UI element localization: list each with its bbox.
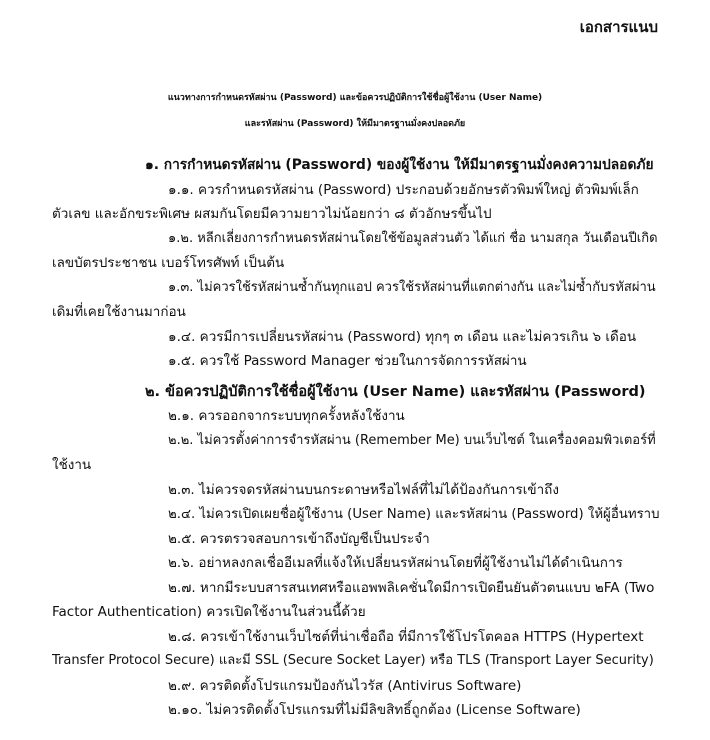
- item-1-5: ๑.๕. ควรใช้ Password Manager ช่วยในการจัดการรหัสผ่าน: [168, 353, 527, 369]
- item-2-4: ๒.๔. ไม่ควรเปิดเผยชื่อผู้ใช้งาน (User Name) และรหัสผ่าน (Password) ให้ผู้อื่นทราบ: [168, 507, 660, 522]
- item-1-1: ๑.๑. ควรกำหนดรหัสผ่าน (Password) ประกอบด้วยอักษรตัวพิมพ์ใหญ่ ตัวพิมพ์เล็ก: [168, 182, 639, 198]
- item-2-7: ๒.๗. หากมีระบบสารสนเทศหรือแอพพลิเคชั่นใดมีการเปิดยืนยันตัวตนแบบ ๒FA (Two: [168, 580, 655, 596]
- item-1-2-continuation: เลขบัตรประชาชน เบอร์โทรศัพท์ เป็นต้น: [52, 255, 285, 271]
- item-2-8-continuation: Transfer Protocol Secure) และมี SSL (Secure Socket Layer) หรือ TLS (Transport Layer Security): [52, 653, 654, 668]
- section-2-heading: ๒. ข้อควรปฏิบัติการใช้ชื่อผู้ใช้งาน (User Name) และรหัสผ่าน (Password): [145, 384, 646, 400]
- document-title-line-1: แนวทางการกำหนดรหัสผ่าน (Password) และข้อควรปฏิบัติการใช้ชื่อผู้ใช้งาน (User Name): [167, 93, 543, 103]
- attachment-label: เอกสารแนบ: [579, 18, 658, 36]
- item-2-10: ๒.๑๐. ไม่ควรติดตั้งโปรแกรมที่ไม่มีลิขสิทธิ์ถูกต้อง (License Software): [168, 702, 581, 718]
- item-2-2: ๒.๒. ไม่ควรตั้งค่าการจำรหัสผ่าน (Remember Me) บนเว็บไซต์ ในเครื่องคอมพิวเตอร์ที่: [168, 433, 656, 448]
- item-1-4: ๑.๔. ควรมีการเปลี่ยนรหัสผ่าน (Password) ทุกๆ ๓ เดือน และไม่ควรเกิน ๖ เดือน: [168, 329, 637, 345]
- item-2-5: ๒.๕. ควรตรวจสอบการเข้าถึงบัญชีเป็นประจำ: [168, 531, 430, 547]
- item-2-6: ๒.๖. อย่าหลงกลเชื่ออีเมลที่แจ้งให้เปลี่ยนรหัสผ่านโดยที่ผู้ใช้งานไม่ได้ดำเนินการ: [168, 555, 623, 571]
- item-2-8: ๒.๘. ควรเข้าใช้งานเว็บไซต์ที่น่าเชื่อถือ ที่มีการใช้โปรโตคอล HTTPS (Hypertext: [168, 629, 644, 645]
- item-2-9: ๒.๙. ควรติดตั้งโปรแกรมป้องกันไวรัส (Antivirus Software): [168, 678, 522, 694]
- item-2-3: ๒.๓. ไม่ควรจดรหัสผ่านบนกระดาษหรือไฟล์ที่ไม่ได้ป้องกันการเข้าถึง: [168, 482, 559, 498]
- document-title-line-2: และรหัสผ่าน (Password) ให้มีมาตรฐานมั่งคงปลอดภัย: [244, 119, 466, 129]
- item-2-7-continuation: Factor Authentication) ควรเปิดใช้งานในส่วนนี้ด้วย: [52, 604, 366, 620]
- item-2-1: ๒.๑. ควรออกจากระบบทุกครั้งหลังใช้งาน: [168, 408, 405, 424]
- item-1-3-continuation: เดิมที่เคยใช้งานมาก่อน: [52, 304, 186, 320]
- item-1-2: ๑.๒. หลีกเลี่ยงการกำหนดรหัสผ่านโดยใช้ข้อมูลส่วนตัว ได้แก่ ชื่อ นามสกุล วันเดือนปีเกิด: [168, 231, 658, 246]
- item-1-1-continuation: ตัวเลข และอักขระพิเศษ ผสมกันโดยมีความยาวไม่น้อยกว่า ๘ ตัวอักษรขึ้นไป: [52, 206, 492, 222]
- item-2-2-continuation: ใช้งาน: [52, 457, 92, 473]
- item-1-3: ๑.๓. ไม่ควรใช้รหัสผ่านซ้ำกันทุกแอป ควรใช้รหัสผ่านที่แตกต่างกัน และไม่ซ้ำกับรหัสผ่าน: [168, 280, 656, 295]
- section-1-heading: ๑. การกำหนดรหัสผ่าน (Password) ของผู้ใช้งาน ให้มีมาตรฐานมั่งคงความปลอดภัย: [145, 157, 654, 173]
